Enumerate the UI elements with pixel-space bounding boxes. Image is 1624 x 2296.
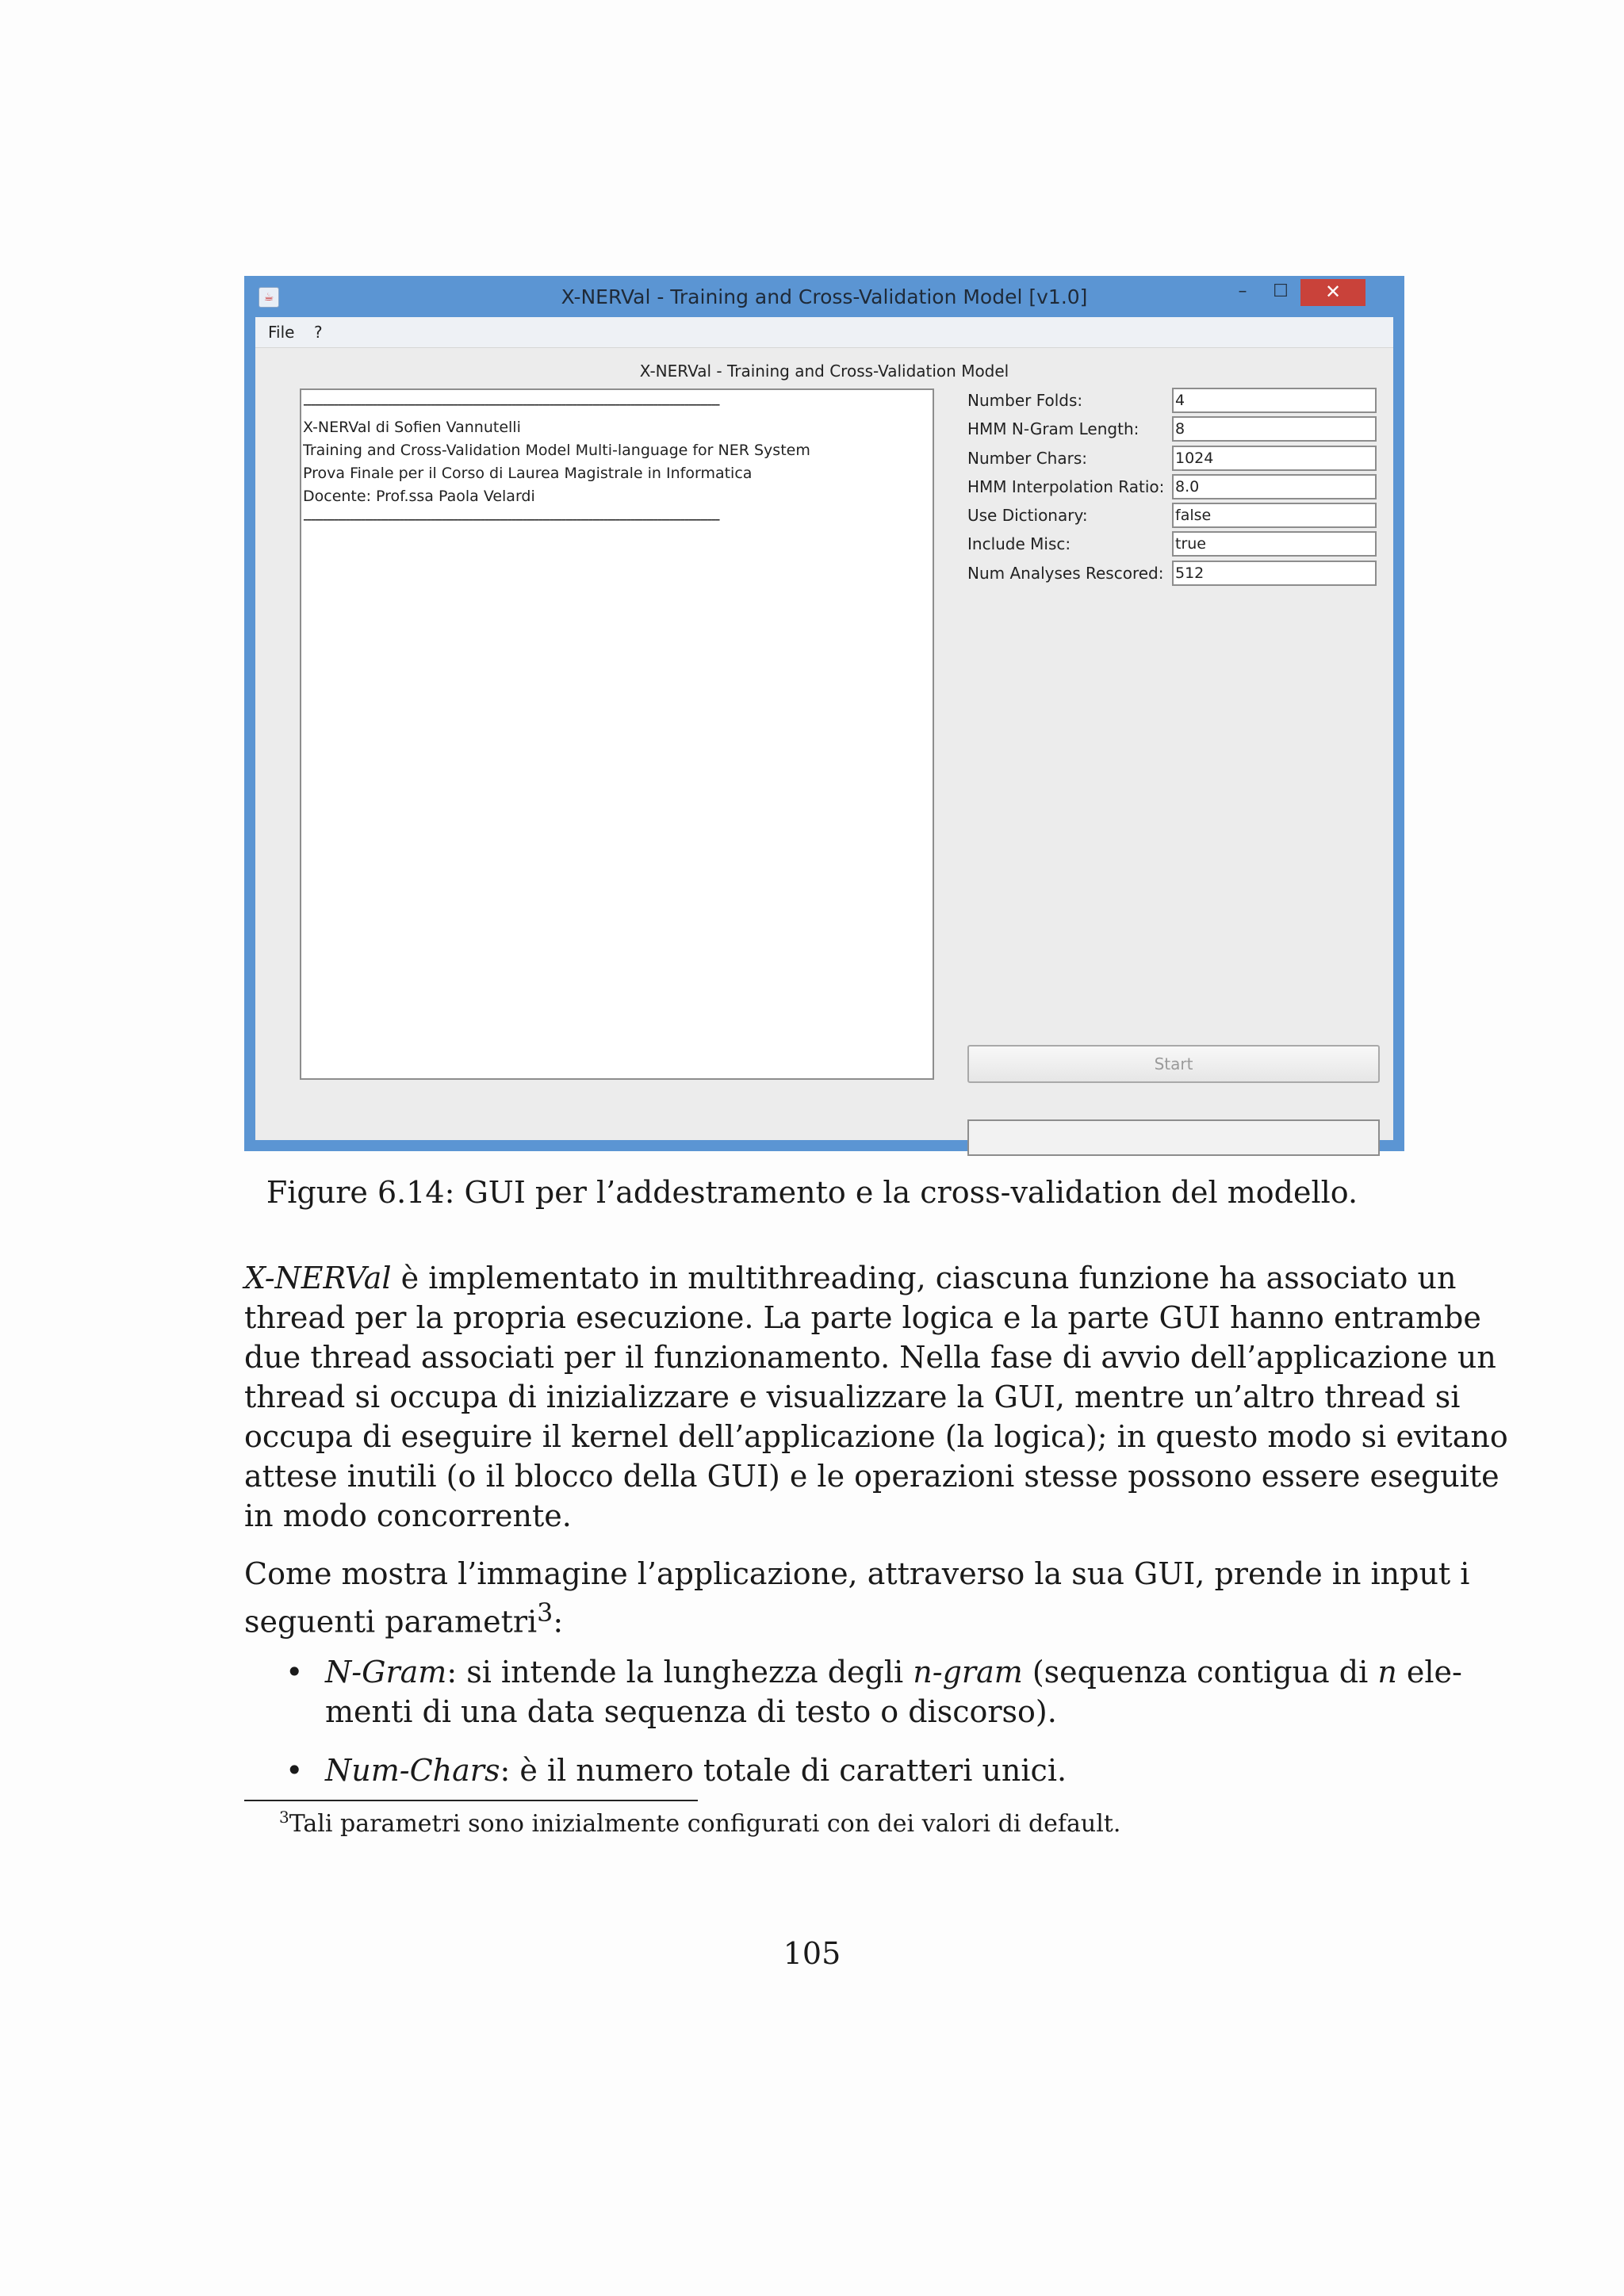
text-fragment: seguenti parametri: [244, 1604, 538, 1640]
window-titlebar: [244, 276, 1404, 317]
bullet-text: [325, 1652, 1462, 1732]
text-fragment: : è il numero totale di caratteri unici.: [500, 1753, 1067, 1788]
number-chars-input[interactable]: [1172, 446, 1377, 471]
log-text-area[interactable]: [300, 388, 934, 1080]
log-line: Prova Finale per il Corso di Laurea Magistrale in Informatica: [303, 465, 753, 482]
footnote-mark[interactable]: 3: [537, 1599, 553, 1628]
italic-term: X-NERVal: [244, 1261, 392, 1295]
log-separator: ------------------------------------------------------------------------------------------------------------: [303, 396, 719, 413]
text-line: occupa di eseguire il kernel dell’applicazione (la logica); in questo modo si evitano: [244, 1419, 1508, 1454]
analyses-rescored-input[interactable]: [1172, 561, 1377, 586]
interpolation-ratio-input[interactable]: [1172, 474, 1377, 499]
minimize-icon[interactable]: –: [1238, 281, 1247, 301]
footnote-number: 3: [279, 1808, 289, 1827]
maximize-icon[interactable]: ☐: [1273, 281, 1289, 301]
close-icon[interactable]: ✕: [1300, 279, 1365, 306]
text-line: Come mostra l’immagine l’applicazione, attraverso la sua GUI, prende in input i: [244, 1556, 1470, 1591]
log-line: Docente: Prof.ssa Paola Velardi: [303, 488, 535, 505]
log-line: X-NERVal di Sofien Vannutelli: [303, 419, 521, 436]
param-label: HMM Interpolation Ratio:: [967, 476, 1165, 496]
paragraph-multithreading: [244, 1258, 1508, 1536]
italic-term: n: [1377, 1655, 1397, 1689]
bullet-icon: •: [285, 1655, 304, 1689]
footnote-divider: [244, 1800, 698, 1801]
panel-title: X-NERVal - Training and Cross-Validation Model: [639, 362, 1009, 381]
param-label: Number Folds:: [967, 391, 1083, 410]
include-misc-input[interactable]: [1172, 531, 1377, 557]
text-line: [325, 1652, 1462, 1692]
footnote: [279, 1808, 1120, 1838]
param-label: Number Chars:: [967, 448, 1087, 468]
param-label: Num Analyses Rescored:: [967, 563, 1164, 583]
window-title: X-NERVal - Training and Cross-Validation Model [v1.0]: [561, 285, 1088, 308]
figure-caption: Figure 6.14: GUI per l’addestramento e la cross-validation del modello.: [266, 1175, 1358, 1210]
param-label: Use Dictionary:: [967, 506, 1088, 526]
text-line: due thread associati per il funzionamento. Nella fase di avvio dell’applicazione un: [244, 1340, 1496, 1375]
progress-bar: [967, 1119, 1380, 1156]
text-fragment: ele-: [1396, 1655, 1462, 1689]
menu-file[interactable]: File: [268, 323, 295, 342]
param-label: HMM N-Gram Length:: [967, 419, 1139, 439]
italic-term: n-gram: [913, 1655, 1023, 1689]
text-fragment: : si intende la lunghezza degli: [446, 1655, 914, 1689]
bullet-text: [325, 1751, 1383, 1790]
ngram-length-input[interactable]: [1172, 416, 1377, 442]
text-line: attese inutili (o il blocco della GUI) e le operazioni stesse possono essere eseguite: [244, 1459, 1500, 1494]
number-folds-input[interactable]: [1172, 388, 1377, 413]
text-line: thread per la propria esecuzione. La parte logica e la parte GUI hanno entrambe: [244, 1300, 1481, 1335]
java-app-icon: ☕: [259, 287, 279, 308]
menu-bar: [255, 317, 1393, 348]
menu-help[interactable]: ?: [314, 323, 323, 342]
log-separator: ------------------------------------------------------------------------------------------------------------: [303, 511, 719, 528]
text-line: [244, 1258, 1457, 1298]
start-button[interactable]: Start: [967, 1045, 1380, 1083]
bullet-icon: •: [285, 1753, 304, 1788]
text-line: thread si occupa di inizializzare e visualizzare la GUI, mentre un’altro thread si: [244, 1380, 1461, 1414]
italic-term: Num-Chars: [325, 1753, 500, 1788]
page-number: 105: [783, 1936, 841, 1971]
text-line: [244, 1594, 1383, 1642]
text-fragment: :: [553, 1604, 564, 1640]
text-fragment: (sequenza contigua di: [1022, 1655, 1378, 1689]
param-label: Include Misc:: [967, 534, 1071, 554]
window-client-area: [255, 317, 1393, 1140]
text-line: menti di una data sequenza di testo o discorso).: [325, 1694, 1057, 1729]
footnote-text: Tali parametri sono inizialmente configurati con dei valori di default.: [289, 1810, 1121, 1838]
log-line: Training and Cross-Validation Model Multi-language for NER System: [303, 442, 810, 459]
app-window-screenshot: [244, 276, 1404, 1151]
text-line: in modo concorrente.: [244, 1498, 572, 1533]
use-dictionary-input[interactable]: [1172, 503, 1377, 528]
text-fragment: è implementato in multithreading, ciascuna funzione ha associato un: [391, 1261, 1457, 1295]
italic-term: N-Gram: [325, 1655, 447, 1689]
text-line: [325, 1751, 1383, 1790]
paragraph-parameters: [244, 1554, 1470, 1642]
